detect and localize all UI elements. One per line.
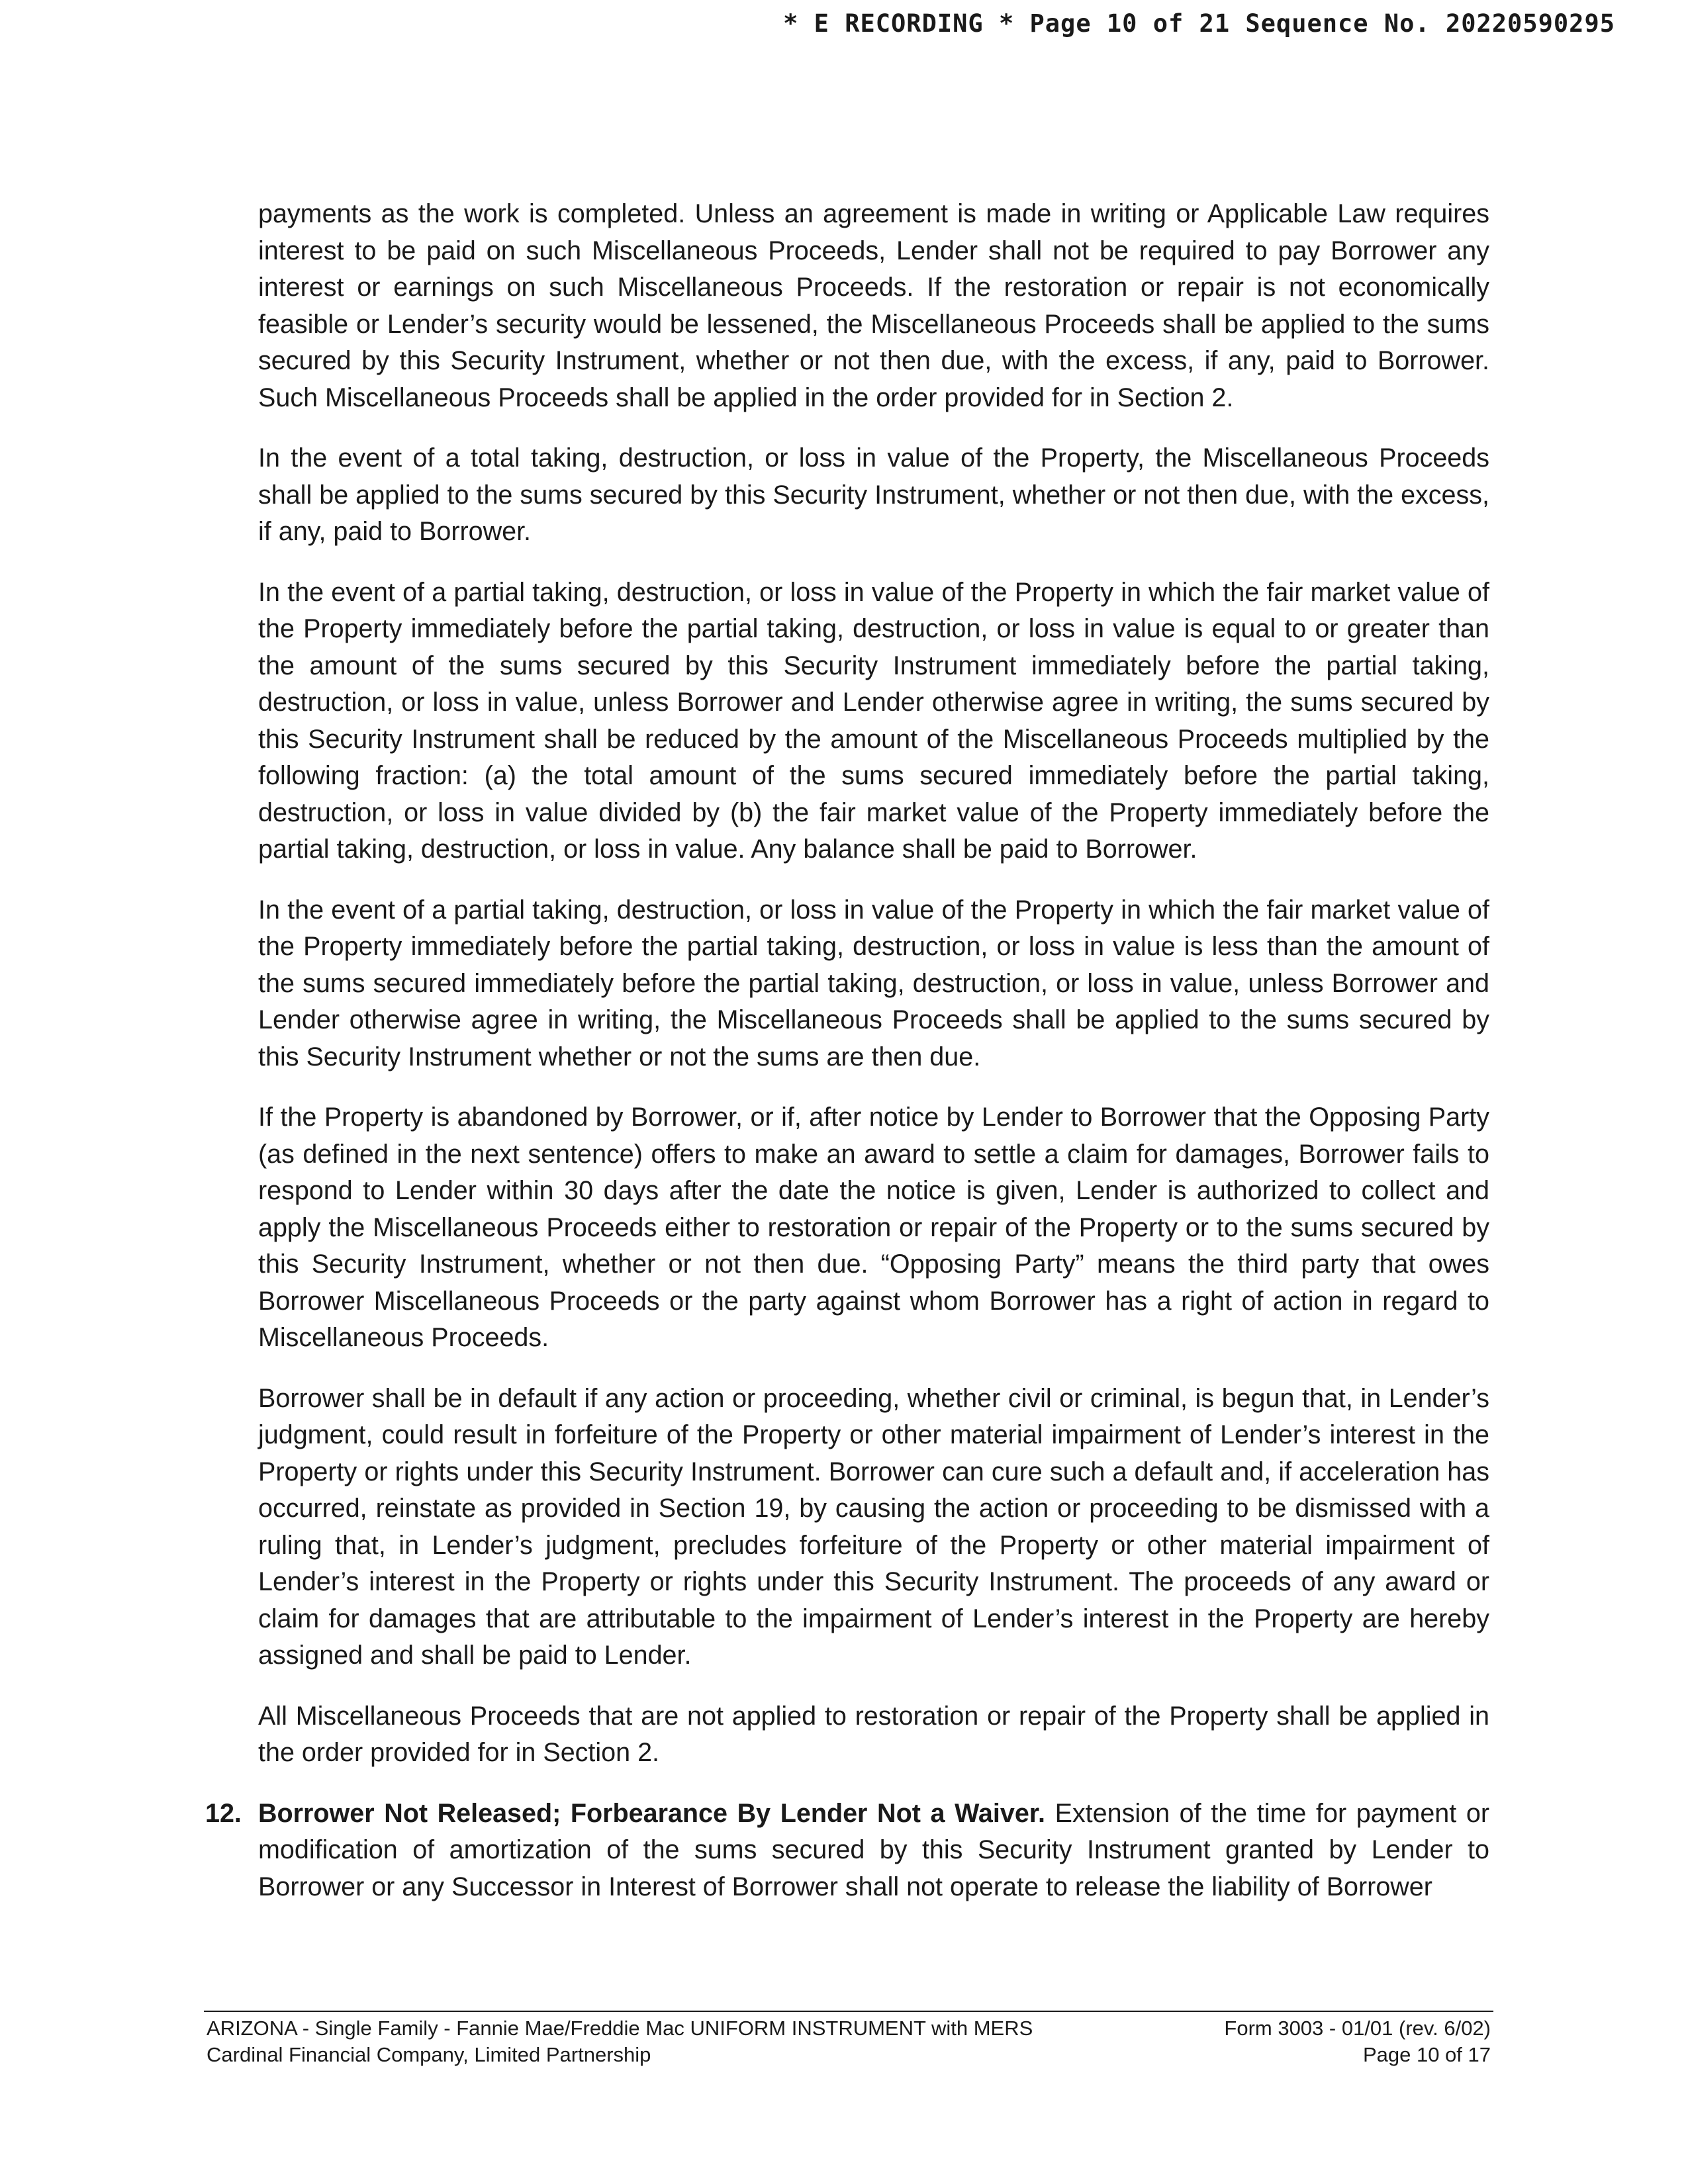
- section-12-text: Extension of the time for payment or modification of amortization of the sums secured by this Security Instrument granted by Lender to Borrower or any Successor in Interest of Borrower shall not operate to release the liability of Borrower: [258, 1798, 1489, 1901]
- section-12-number: 12.: [205, 1798, 242, 1828]
- footer-divider: [204, 2011, 1493, 2012]
- paragraph-abandonment: If the Property is abandoned by Borrower, or if, after notice by Lender to Borrower that the Opposing Party (as defined in the next sentence) offers to make an award to settle a claim for damages, Borrower fails to respond to Lender within 30 days after the date the notice is given, Lender is authorized to collect and apply the Miscellaneous Proceeds either to restoration or repair of the Property or to the sums secured by this Security Instrument, whether or not then due. “Opposing Party” means the third party that owes Borrower Miscellaneous Proceeds or the party against whom Borrower has a right of action in regard to Miscellaneous Proceeds.: [258, 1103, 1489, 1352]
- footer-form-number: Form 3003 - 01/01 (rev. 6/02): [1224, 2017, 1491, 2040]
- paragraph-partial-taking-less: In the event of a partial taking, destruction, or loss in value of the Property in which the fair market value of the Property immediately before the partial taking, destruction, or loss in value is less than the amount of the sums secured immediately before the partial taking, destruction, or loss in value, unless Borrower and Lender otherwise agree in writing, the Miscellaneous Proceeds shall be applied to the sums secured by this Security Instrument whether or not the sums are then due.: [258, 895, 1489, 1071]
- footer-lender: Cardinal Financial Company, Limited Partnership: [207, 2043, 651, 2066]
- section-12: [205, 1796, 1489, 1906]
- paragraph-default-proceeding: Borrower shall be in default if any action or proceeding, whether civil or criminal, is begun that, in Lender’s judgment, could result in forfeiture of the Property or other material impairment of Lender’s interest in the Property or rights under this Security Instrument. Borrower can cure such a default and, if acceleration has occurred, reinstate as provided in Section 19, by causing the action or proceeding to be dismissed with a ruling that, in Lender’s judgment, precludes forfeiture of the Property or other material impairment of Lender’s interest in the Property or rights under this Security Instrument. The proceeds of any award or claim for damages that are attributable to the impairment of Lender’s interest in the Property are hereby assigned and shall be paid to Lender.: [258, 1383, 1489, 1670]
- recording-stamp: * E RECORDING * Page 10 of 21 Sequence No. 20220590295: [783, 9, 1615, 38]
- paragraph-application-order: All Miscellaneous Proceeds that are not applied to restoration or repair of the Property shall be applied in the order provided for in Section 2.: [258, 1701, 1489, 1767]
- footer-form-title: ARIZONA - Single Family - Fannie Mae/Freddie Mac UNIFORM INSTRUMENT with MERS: [207, 2017, 1033, 2040]
- footer-page-number: Page 10 of 17: [1362, 2043, 1491, 2066]
- document-body: [205, 196, 1489, 1905]
- page-footer: [207, 2015, 1491, 2068]
- paragraph-total-taking: In the event of a total taking, destruction, or loss in value of the Property, the Miscellaneous Proceeds shall be applied to the sums secured by this Security Instrument, whether or not then due, with the excess, if any, paid to Borrower.: [258, 443, 1489, 546]
- section-12-heading: Borrower Not Released; Forbearance By Lender Not a Waiver.: [258, 1798, 1045, 1828]
- footer-row-2: [207, 2042, 1491, 2068]
- footer-row-1: [207, 2015, 1491, 2042]
- paragraph-restoration-payments: payments as the work is completed. Unless an agreement is made in writing or Applicable Law requires interest to be paid on such Miscellaneous Proceeds, Lender shall not be required to pay Borrower any interest or earnings on such Miscellaneous Proceeds. If the restoration or repair is not economically feasible or Lender’s security would be lessened, the Miscellaneous Proceeds shall be applied to the sums secured by this Security Instrument, whether or not then due, with the excess, if any, paid to Borrower. Such Miscellaneous Proceeds shall be applied in the order provided for in Section 2.: [258, 199, 1489, 412]
- paragraph-partial-taking-greater: In the event of a partial taking, destruction, or loss in value of the Property in which the fair market value of the Property immediately before the partial taking, destruction, or loss in value is equal to or greater than the amount of the sums secured by this Security Instrument immediately before the partial taking, destruction, or loss in value, unless Borrower and Lender otherwise agree in writing, the sums secured by this Security Instrument shall be reduced by the amount of the Miscellaneous Proceeds multiplied by the following fraction: (a) the total amount of the sums secured immediately before the partial taking, destruction, or loss in value divided by (b) the fair market value of the Property immediately before the partial taking, destruction, or loss in value. Any balance shall be paid to Borrower.: [258, 577, 1489, 864]
